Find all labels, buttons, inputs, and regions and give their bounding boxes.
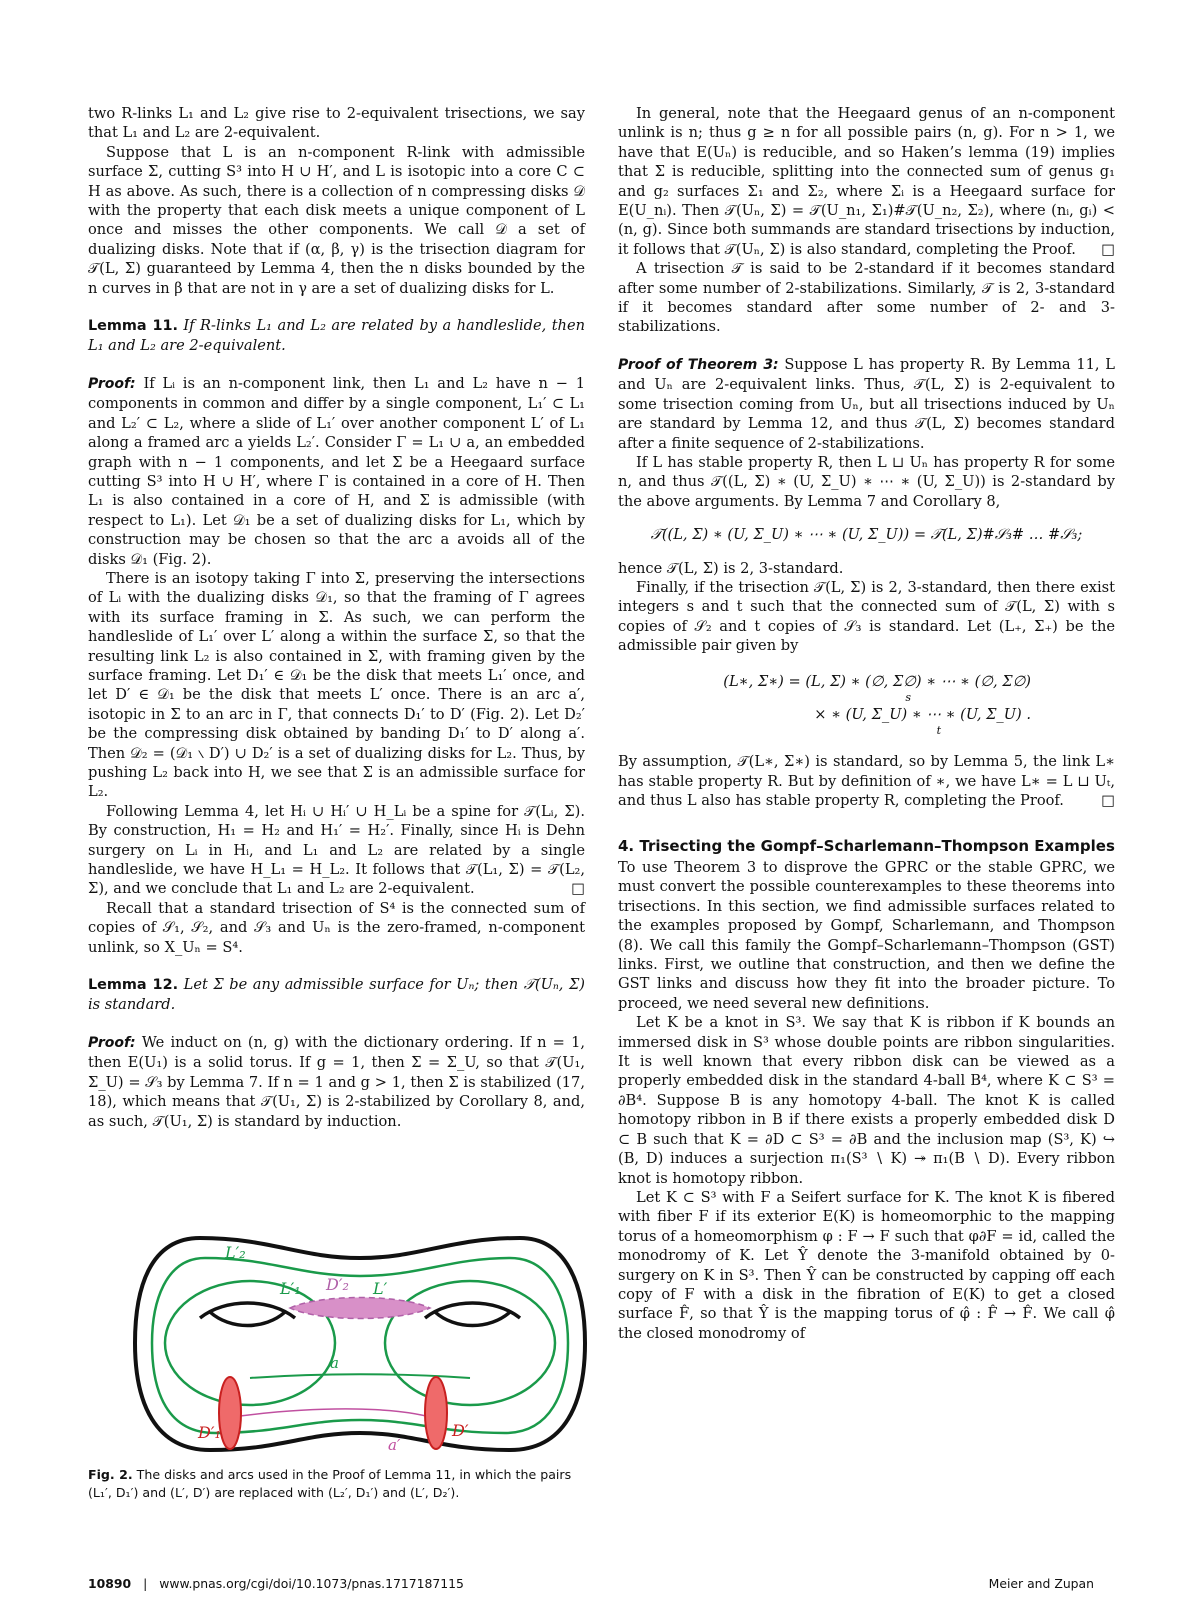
lemma-label: Lemma 11. (88, 318, 178, 335)
qed-box: □ (1101, 240, 1115, 258)
hole-left (200, 1303, 295, 1326)
paragraph: Suppose that L is an n-component R-link with admissible surface Σ, cutting S³ into H ∪ H′, and L is isotopic into a core C ⊂ H as above. As such, there is a collection of n compressing disks 𝒟 with the property that each disk meets a unique component of L once and misses the other components. We call 𝒟 a set of dualizing disks. Note that if (α, β, γ) is the trisection diagram for 𝒯(L, Σ) guaranteed by Lemma 4, then the n disks bounded by the n curves in β that are not in γ are a set of dualizing disks for L. (88, 143, 585, 297)
label-D2-prime: D′₂ (326, 1275, 349, 1294)
lemma-11 (88, 316, 585, 356)
curve-L-prime (385, 1281, 555, 1405)
proof-label: Proof: (88, 1034, 136, 1051)
proof-text: Following Lemma 4, let Hᵢ ∪ Hᵢ′ ∪ H_Lᵢ be a spine for 𝒯(Lᵢ, Σ). By construction, H₁ = H₂ and H₁′ = H₂′. Finally, since Hᵢ is Dehn surgery on Lᵢ in Hᵢ, and L₁ and L₂ are related by a single handleslide, we have H_L₁ = H_L₂. It follows that 𝒯(L₁, Σ) = 𝒯(L₂, Σ), and we conclude that L₁ and L₂ are 2-equivalent. (88, 802, 585, 898)
paragraph-text: By assumption, 𝒯(L∗, Σ∗) is standard, so by Lemma 5, the link L∗ has stable property R. But by definition of ∗, we have L∗ = L ⊔ Uₜ, and thus L also has stable property R, completing the Proof. (618, 753, 1115, 810)
equation-line: × ∗ (U, Σ_U) ∗ ⋯ ∗ (U, Σ_U) . (814, 705, 1031, 723)
qed-box: □ (1101, 792, 1115, 810)
proof-label: Proof: (88, 375, 136, 392)
footer-left (88, 1576, 464, 1591)
equation-line: (L∗, Σ∗) = (L, Σ) ∗ (∅, Σ∅) ∗ ⋯ ∗ (∅, Σ∅) (723, 672, 1031, 690)
footer-authors: Meier and Zupan (988, 1576, 1094, 1591)
paragraph (88, 802, 585, 899)
surface-outline (135, 1238, 585, 1450)
paragraph (618, 752, 1115, 810)
section-heading: 4. Trisecting the Gompf–Scharlemann–Thompson Examples (618, 836, 1115, 855)
curve-L2-prime (152, 1258, 568, 1433)
equation: 𝒯((L, Σ) ∗ (U, Σ_U) ∗ ⋯ ∗ (U, Σ_U)) = 𝒯(L, Σ)#𝒮₃# … #𝒮₃; (650, 526, 1083, 544)
label-L-prime: L′ (373, 1279, 388, 1298)
paragraph-text: In general, note that the Heegaard genus of an n-component unlink is n; thus g ≥ n for all possible pairs (n, g). For n > 1, we have that E(Uₙ) is reducible, and so Haken’s lemma (19) implies that Σ is reducible, splitting into the connected sum of genus g₁ and g₂ surfaces Σ₁ and Σ₂, where Σᵢ is a Heegaard surface for E(U_nᵢ). Then 𝒯(Uₙ, Σ) = 𝒯(U_n₁, Σ₁)#𝒯(U_n₂, Σ₂), where (nᵢ, gᵢ) < (n, g). Since both summands are standard trisections by induction, it follows that 𝒯(Uₙ, Σ) is also standard, completing the Proof. (618, 105, 1115, 258)
doi-link[interactable]: www.pnas.org/cgi/doi/10.1073/pnas.1717187115 (159, 1576, 464, 1591)
proof-theorem-3 (618, 355, 1115, 453)
label-a: a (330, 1354, 339, 1372)
paragraph: If L has stable property R, then L ⊔ Uₙ has property R for some n, and thus 𝒯((L, Σ) ∗ (U, Σ_U) ∗ ⋯ ∗ (U, Σ_U)) is 2-standard by the above arguments. By Lemma 7 and Corollary 8, (618, 453, 1115, 510)
paragraph: A trisection 𝒯 is said to be 2-standard if it becomes standard after some number of 2-stabilizations. Similarly, 𝒯 is 2, 3-standard if it becomes standard after some number of 2- and 3-stabilizations. (618, 260, 1115, 336)
paragraph: Recall that a standard trisection of S⁴ is the connected sum of copies of 𝒮₁, 𝒮₂, and 𝒮₃ and Uₙ is the zero-framed, n-component unlink, so X_Uₙ = S⁴. (88, 899, 585, 956)
paragraph: Let K ⊂ S³ with F a Seifert surface for K. The knot K is fibered with fiber F if its exterior E(K) is homeomorphic to the mapping torus of a homeomorphism φ : F → F such that φ∂F = id, called the monodromy of K. Let Ŷ denote the 3-manifold obtained by 0-surgery on K in S³. Then Ŷ can be constructed by capping off each copy of F with a disk in the fibration of E(K) to get a closed surface F̂, so that Ŷ is the mapping torus of φ̂ : F̂ → F̂. We call φ̂ the closed monodromy of (618, 1188, 1115, 1342)
paragraph: To use Theorem 3 to disprove the GPRC or the stable GPRC, we must convert the possible counterexamples to these theorems into trisections. In this section, we find admissible surfaces related to the examples proposed by Gompf, Scharlemann, and Thompson (8). We call this family the Gompf–Scharlemann–Thompson (GST) links. First, we outline that construction, and then we define the GST links and discuss how they fit into the broader picture. To proceed, we need several new definitions. (618, 859, 1115, 1012)
left-column (88, 104, 585, 1131)
lemma-statement: If R-links L₁ and L₂ are related by a handleslide, then L₁ and L₂ are 2-equivalent. (88, 317, 585, 355)
label-a-prime: a′ (388, 1436, 401, 1454)
equation-subscript: t (936, 724, 941, 738)
label-D1-prime: D′₁ (198, 1423, 221, 1442)
hole-right (425, 1303, 520, 1326)
caption-text: The disks and arcs used in the Proof of Lemma 11, in which the pairs (L₁′, D₁′) and (L′, D′) are replaced with (L₂′, D₁′) and (L′, D₂′). (88, 1467, 572, 1500)
label-L2-prime: L′₂ (225, 1243, 246, 1262)
qed-box: □ (571, 880, 585, 898)
figure-2-diagram (130, 1228, 590, 1458)
page-number: 10890 (88, 1576, 132, 1591)
paragraph: Finally, if the trisection 𝒯(L, Σ) is 2, 3-standard, then there exist integers s and t such that the connected sum of 𝒯(L, Σ) with s copies of 𝒮₂ and t copies of 𝒮₃ is standard. Let (L₊, Σ₊) be the admissible pair given by (618, 578, 1115, 655)
lemma-statement: Let Σ be any admissible surface for Uₙ; then 𝒯(Uₙ, Σ) is standard. (88, 976, 586, 1014)
arc-a-prime (240, 1409, 440, 1420)
proof-lemma-11 (88, 374, 585, 569)
paragraph: Let K be a knot in S³. We say that K is ribbon if K bounds an immersed disk in S³ whose double points are ribbon singularities. It is well known that every ribbon disk can be viewed as a properly embedded disk in the standard 4-ball B⁴, where K ⊂ S³ = ∂B⁴. Suppose B is any homotopy 4-ball. The knot K is called homotopy ribbon in B if there exists a properly embedded disk D ⊂ B such that K = ∂D ⊂ S³ = ∂B and the inclusion map (S³, K) ↪ (B, D) induces a surjection π₁(S³ ∖ K) ↠ π₁(B ∖ D). Every ribbon knot is homotopy ribbon. (618, 1014, 1115, 1187)
disk-D1-prime (219, 1377, 241, 1449)
lemma-label: Lemma 12. (88, 977, 179, 994)
disk-D-prime (425, 1377, 447, 1449)
figure-caption (88, 1466, 585, 1502)
proof-text: If Lᵢ is an n-component link, then L₁ and L₂ have n − 1 components in common and differ by a single component, L₁′ ⊂ L₁ and L₂′ ⊂ L₂, where a slide of L₁′ over another component L′ of L₁ along a framed arc a yields L₂′. Consider Γ = L₁ ∪ a, an embedded graph with n − 1 components, and let Σ be a Heegaard surface cutting S³ into H ∪ H′, where Γ is contained in a core of H. Then L₁ is also contained in a core of H, and Σ is admissible (with respect to L₁). Let 𝒟₁ be a set of dualizing disks for L₁, which by construction may be chosen so that the arc a avoids all of the disks 𝒟₁ (Fig. 2). (88, 374, 586, 568)
proof-text: We induct on (n, g) with the dictionary ordering. If n = 1, then E(U₁) is a solid torus. If g = 1, then Σ = Σ_U, so that 𝒯(U₁, Σ_U) = 𝒮₃ by Lemma 7. If n = 1 and g > 1, then Σ is stabilized (17, 18), which means that 𝒯(U₁, Σ) is 2-stabilized by Corollary 8, and, as such, 𝒯(U₁, Σ) is standard by induction. (88, 1033, 586, 1130)
proof-text: Suppose L has property R. By Lemma 11, L and Uₙ are 2-equivalent links. Thus, 𝒯(L, Σ) is 2-equivalent to some trisection coming from Uₙ, but all trisections induced by Uₙ are standard by Lemma 12, and thus 𝒯(L, Σ) becomes standard after a finite sequence of 2-stabilizations. (618, 355, 1115, 452)
curve-L1-prime (165, 1281, 335, 1405)
right-column (618, 104, 1115, 1343)
paragraph (618, 104, 1115, 259)
equation-subscript: s (905, 690, 911, 704)
footer-separator: | (143, 1576, 148, 1591)
lemma-12 (88, 975, 585, 1015)
proof-lemma-12 (88, 1033, 585, 1131)
paragraph: There is an isotopy taking Γ into Σ, preserving the intersections of Lᵢ with the dualizing disks 𝒟₁, so that the framing of Γ agrees with its surface framing in Σ. As such, we can perform the handleslide of L₁′ over L′ along a within the surface Σ, so that the resulting link L₂ is also contained in Σ, with framing given by the surface framing. Let D₁′ ∈ 𝒟₁ be the disk that meets L₁′ once, and let D′ ∈ 𝒟₁ be the disk that meets L′ once. There is an arc a′, isotopic in Σ to an arc in Γ, that connects D₁′ to D′ (Fig. 2). Let D₂′ be the compressing disk obtained by banding D₁′ to D′ along a′. Then 𝒟₂ = (𝒟₁ ∖ D′) ∪ D₂′ is a set of dualizing disks for L₂. Thus, by pushing L₂ back into H, we see that Σ is an admissible surface for L₂. (88, 569, 585, 801)
caption-label: Fig. 2. (88, 1467, 133, 1482)
label-D-prime: D′ (452, 1421, 469, 1440)
equation-block (618, 672, 1115, 739)
label-L1-prime: L′₁ (280, 1279, 301, 1298)
paragraph: two R-links L₁ and L₂ give rise to 2-equivalent trisections, we say that L₁ and L₂ are 2-equivalent. (88, 105, 585, 142)
paragraph: hence 𝒯(L, Σ) is 2, 3-standard. (618, 559, 844, 577)
proof-label: Proof of Theorem 3: (618, 356, 779, 373)
